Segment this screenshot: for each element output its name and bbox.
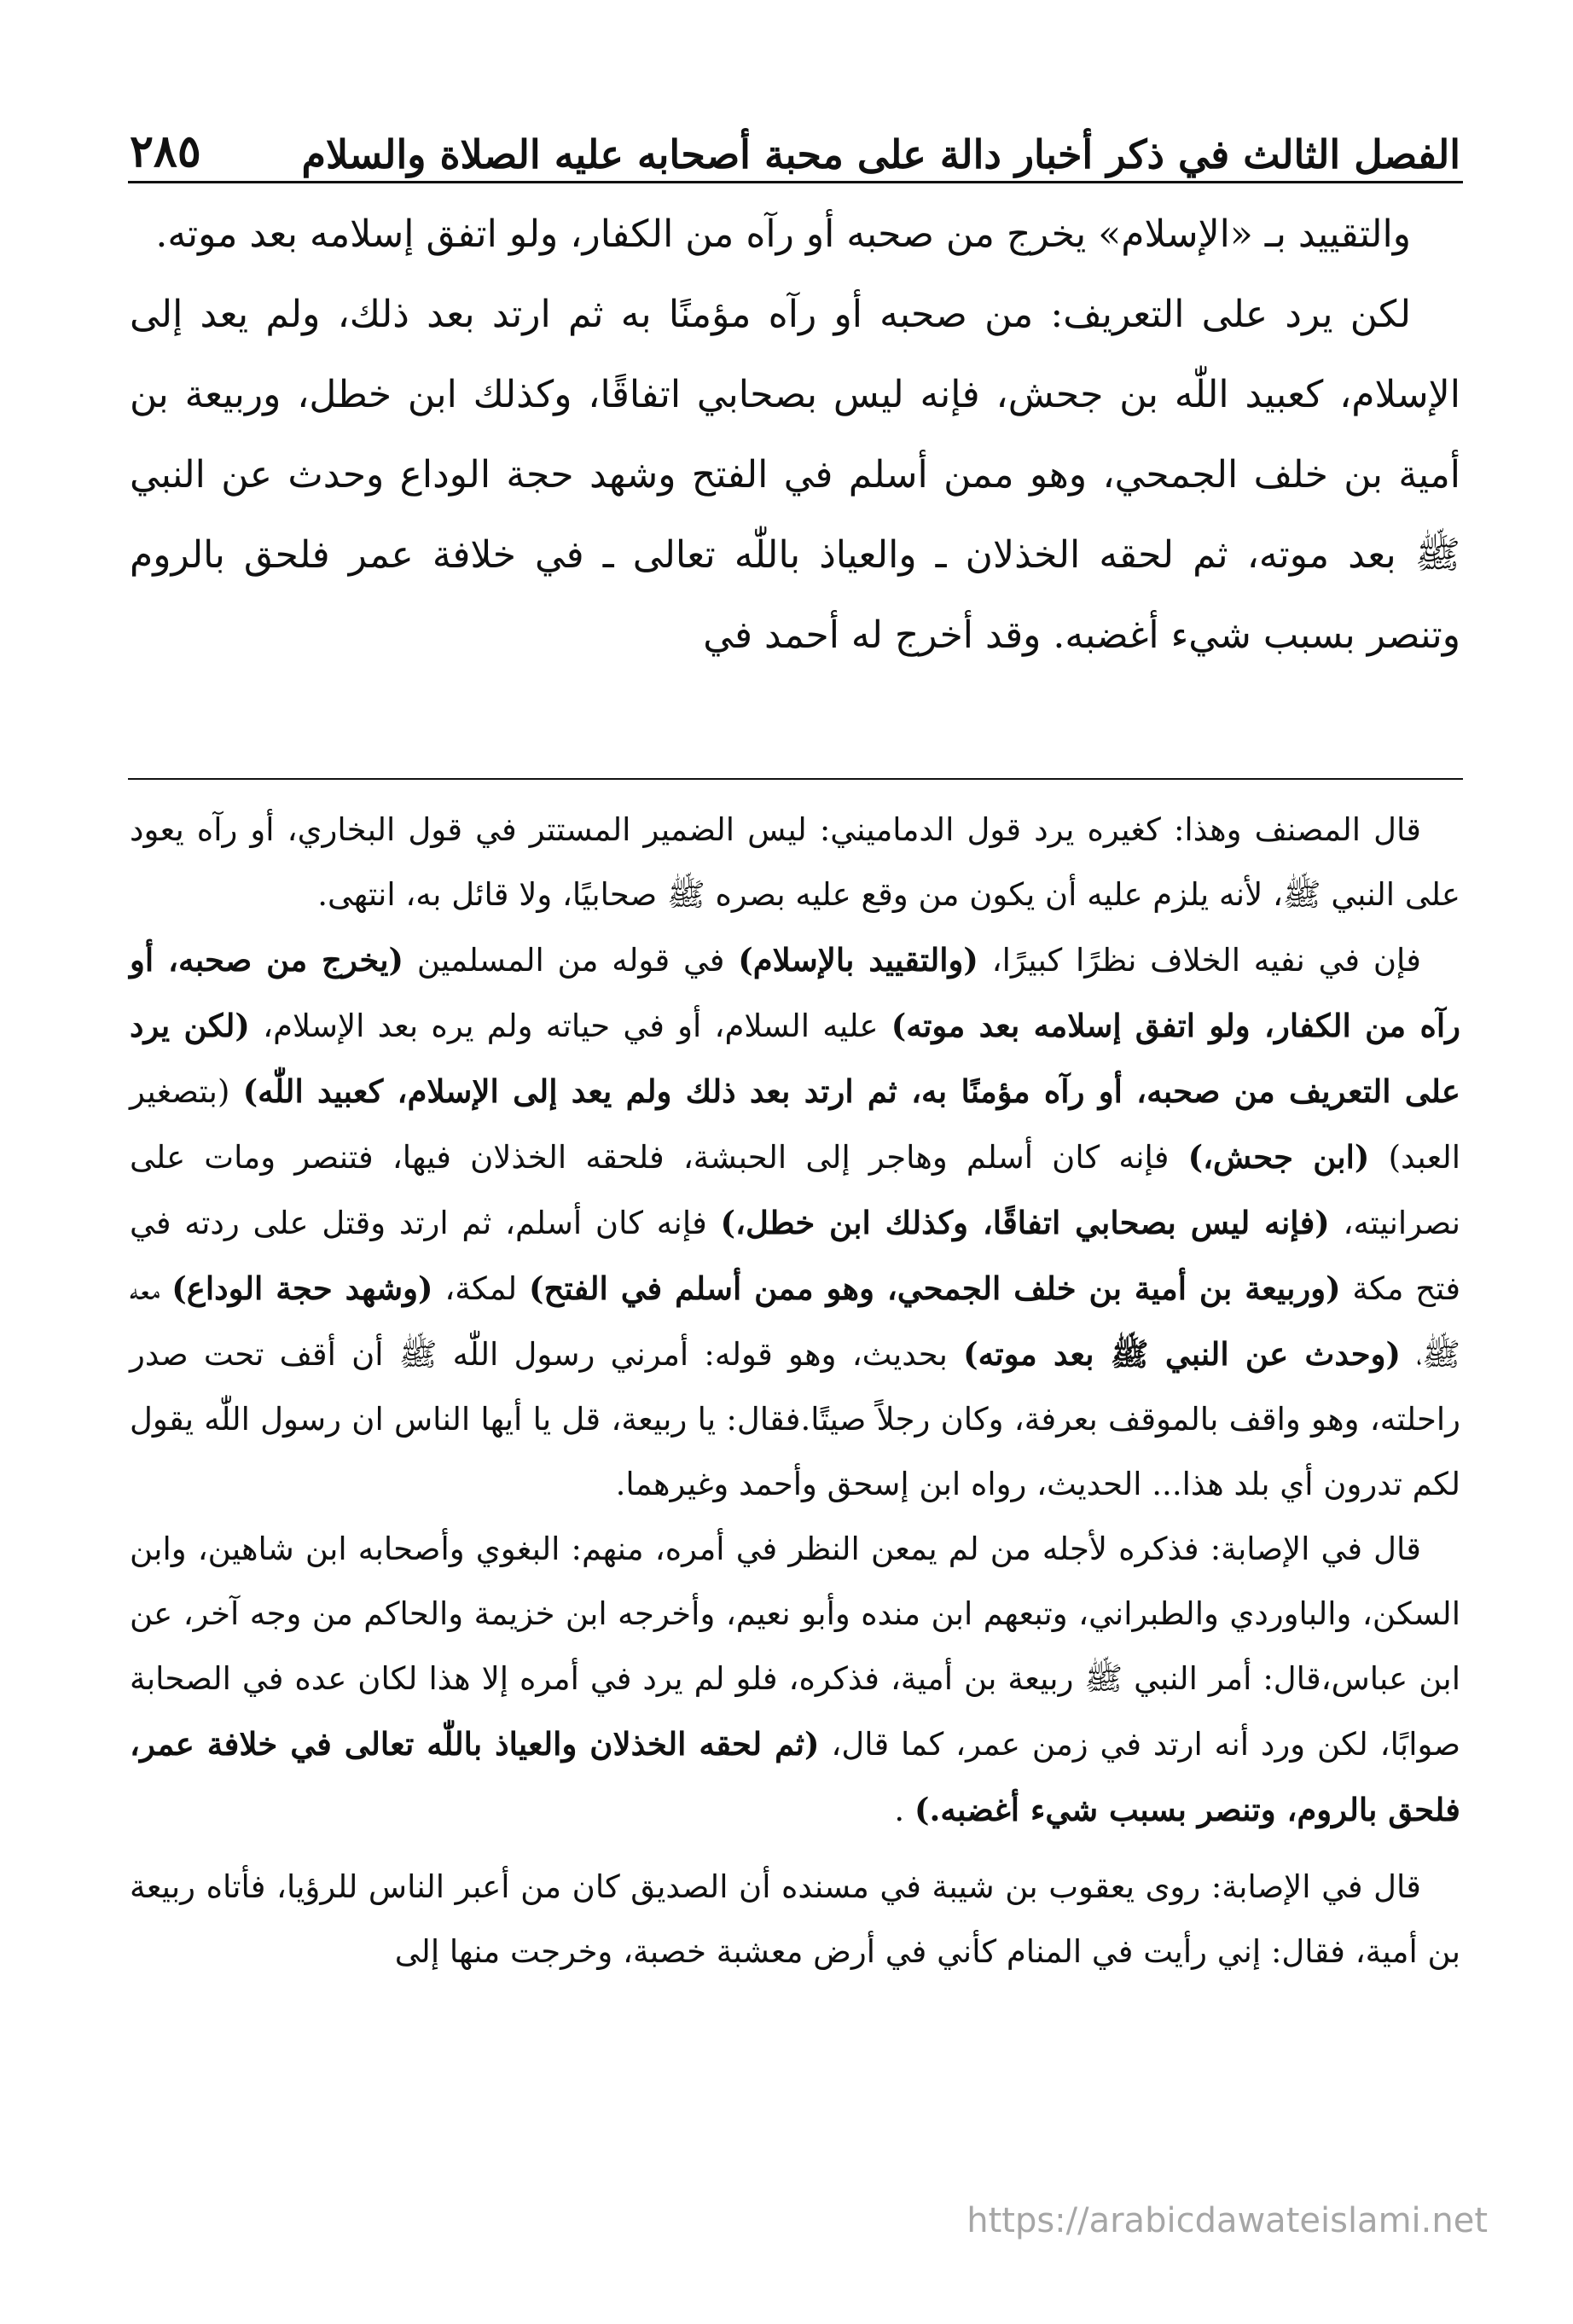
- page-number: ٢٨٥: [130, 125, 201, 177]
- commentary: [130, 798, 1460, 1984]
- watermark-url: https://arabicdawateislami.net: [966, 2201, 1488, 2240]
- page-header: [130, 113, 1460, 177]
- running-title: الفصل الثالث في ذكر أخبار دالة على محبة أصحابه عليه الصلاة والسلام: [301, 131, 1460, 177]
- commentary-paragraph: فإن في نفيه الخلاف نظرًا كبيرًا، (والتقييد بالإسلام) في قوله من المسلمين (يخرج من صحبه، أو رآه من الكفار، ولو اتفق إسلامه بعد موته) عليه السلام، أو في حياته ولم يره بعد الإسلام، (لكن يرد على التعريف من صحبه، أو رآه مؤمنًا به، ثم ارتد بعد ذلك ولم يعد إلى الإسلام، كعبيد اللّٰه) (بتصغير العبد) (ابن جحش،) فإنه كان أسلم وهاجر إلى الحبشة، فلحقه الخذلان فيها، فتنصر ومات على نصرانيته، (فإنه ليس بصحابي اتفاقًا، وكذلك ابن خطل،) فإنه كان أسلم، ثم ارتد وقتل على ردته في فتح مكة (وربيعة بن أمية بن خلف الجمحي، وهو ممن أسلم في الفتح) لمكة، (وشهد حجة الوداع) معه ﷺ، (وحدث عن النبي ﷺ بعد موته) بحديث، وهو قوله: أمرني رسول اللّٰه ﷺ أن أقف تحت صدر راحلته، وهو واقف بالموقف بعرفة، وكان رجلاً صيتًا.فقال: يا ربيعة، قل يا أيها الناس ان رسول اللّٰه يقول لكم تدرون أي بلد هذا... الحديث، رواه ابن إسحق وأحمد وغيرهما.: [130, 941, 1461, 1502]
- main-paragraph: والتقييد بـ «الإسلام» يخرج من صحبه أو رآه من الكفار، ولو اتفق إسلامه بعد موته.: [155, 212, 1411, 256]
- commentary-separator: [128, 778, 1463, 780]
- main-text: [130, 195, 1460, 676]
- commentary-paragraph: قال في الإصابة: فذكره لأجله من لم يمعن النظر في أمره، منهم: البغوي وأصحابه ابن شاهين، وابن السكن، والباوردي والطبراني، وتبعهم ابن منده وأبو نعيم، وأخرجه ابن خزيمة والحاكم من وجه آخر، عن ابن عباس،قال: أمر النبي ﷺ ربيعة بن أمية، فذكره، فلو لم يرد في أمره إلا هذا لكان عده في الصحابة صوابًا، لكن ورد أنه ارتد في زمن عمر، كما قال، (ثم لحقه الخذلان والعياذ باللّٰه تعالى في خلافة عمر، فلحق بالروم، وتنصر بسبب شيء أغضبه.) .: [130, 1531, 1461, 1828]
- main-paragraph: لكن يرد على التعريف: من صحبه أو رآه مؤمنًا به ثم ارتد بعد ذلك، ولم يعد إلى الإسلام، كعبيد اللّٰه بن جحش، فإنه ليس بصحابي اتفاقًا، وكذلك ابن خطل، وربيعة بن أمية بن خلف الجمحي، وهو ممن أسلم في الفتح وشهد حجة الوداع وحدث عن النبي ﷺ بعد موته، ثم لحقه الخذلان ـ والعياذ باللّٰه تعالى ـ في خلافة عمر فلحق بالروم وتنصر بسبب شيء أغضبه. وقد أخرج له أحمد في: [130, 293, 1460, 657]
- commentary-paragraph: قال في الإصابة: روى يعقوب بن شيبة في مسنده أن الصديق كان من أعبر الناس للرؤيا، فأتاه ربيعة بن أمية، فقال: إني رأيت في المنام كأني في أرض معشبة خصبة، وخرجت منها إلى: [130, 1868, 1460, 1970]
- commentary-paragraph: قال المصنف وهذا: كغيره يرد قول الدماميني: ليس الضمير المستتر في قول البخاري، أو رآه يعود على النبي ﷺ، لأنه يلزم عليه أن يكون من وقع عليه بصره ﷺ صحابيًا، ولا قائل به، انتهى.: [130, 811, 1460, 913]
- header-rule: [128, 181, 1463, 183]
